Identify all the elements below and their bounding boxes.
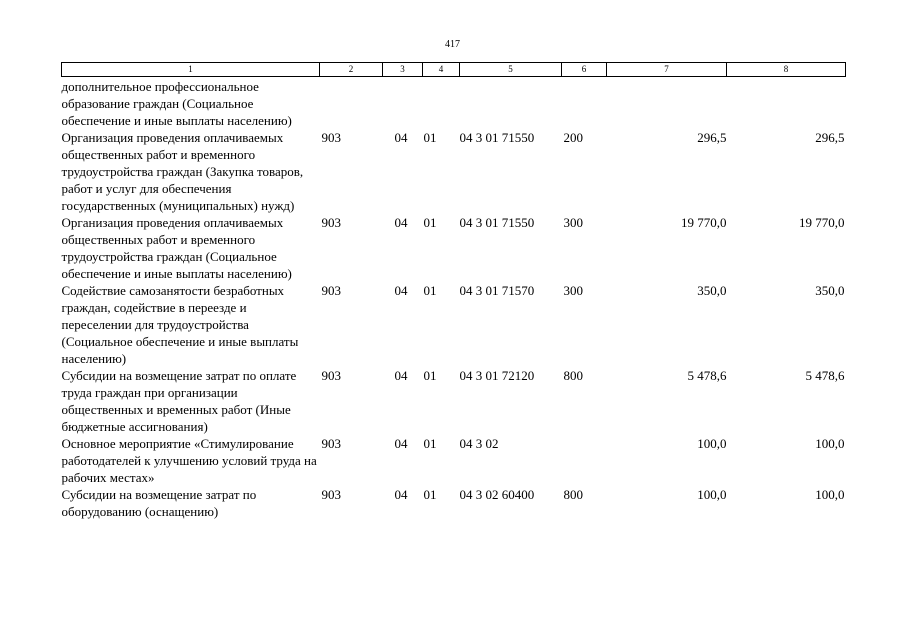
cell-subsection: 01 <box>423 436 437 451</box>
column-header: 6 <box>562 63 607 77</box>
table-body <box>62 77 846 521</box>
cell-amount-1: 100,0 <box>697 436 727 451</box>
cell-section: 04 <box>394 283 408 298</box>
cell-amount-2: 296,5 <box>815 130 845 145</box>
cell-amount-1: 19 770,0 <box>681 215 727 230</box>
table-header <box>62 63 846 77</box>
cell-code: 903 <box>321 130 341 145</box>
row-name: Субсидии на возмещение затрат по оплате труда граждан при организации общественных и временных работ (Иные бюджетные ассигнования) <box>61 368 297 434</box>
table-row <box>62 129 846 214</box>
cell-target: 04 3 02 60400 <box>459 487 535 502</box>
column-header: 2 <box>320 63 383 77</box>
cell-target: 04 3 01 71570 <box>459 283 535 298</box>
cell-code: 903 <box>321 283 341 298</box>
table-row <box>62 435 846 486</box>
cell-code: 903 <box>321 487 341 502</box>
cell-subsection: 01 <box>423 215 437 230</box>
cell-amount-2: 5 478,6 <box>805 368 845 383</box>
cell-section: 04 <box>394 436 408 451</box>
row-name: Основное мероприятие «Стимулирование работодателей к улучшению условий труда на рабочих местах» <box>61 436 317 485</box>
cell-amount-2 <box>727 77 846 130</box>
cell-target: 04 3 02 <box>459 436 499 451</box>
cell-type: 800 <box>563 487 583 502</box>
cell-amount-1: 100,0 <box>697 487 727 502</box>
cell-amount-1: 296,5 <box>697 130 727 145</box>
row-name: дополнительное профессиональное образование граждан (Социальное обеспечение и иные выплаты населению) <box>61 79 292 128</box>
page-number: 417 <box>445 39 460 50</box>
cell-subsection: 01 <box>423 130 437 145</box>
cell-code: 903 <box>321 368 341 383</box>
cell-amount-2: 100,0 <box>815 487 845 502</box>
cell-type <box>562 77 607 130</box>
cell-subsection: 01 <box>423 368 437 383</box>
cell-target: 04 3 01 72120 <box>459 368 535 383</box>
table-row <box>62 214 846 282</box>
column-header: 1 <box>62 63 320 77</box>
table-row <box>62 367 846 435</box>
budget-table <box>61 62 846 520</box>
column-header: 8 <box>727 63 846 77</box>
cell-subsection: 01 <box>423 487 437 502</box>
cell-target: 04 3 01 71550 <box>459 130 535 145</box>
cell-type <box>562 435 607 486</box>
cell-section <box>383 77 423 130</box>
column-header: 7 <box>607 63 727 77</box>
cell-amount-1: 350,0 <box>697 283 727 298</box>
table-row <box>62 486 846 520</box>
cell-type: 800 <box>563 368 583 383</box>
column-header: 3 <box>383 63 423 77</box>
table-row <box>62 282 846 367</box>
cell-amount-1 <box>607 77 727 130</box>
table-row <box>62 77 846 130</box>
cell-section: 04 <box>394 215 408 230</box>
cell-section: 04 <box>394 487 408 502</box>
cell-amount-2: 100,0 <box>815 436 845 451</box>
cell-amount-2: 19 770,0 <box>799 215 845 230</box>
cell-section: 04 <box>394 130 408 145</box>
cell-type: 300 <box>563 215 583 230</box>
row-name: Организация проведения оплачиваемых общественных работ и временного трудоустройства граждан (Закупка товаров, работ и услуг для обеспечения государственных (муниципальных) нужд) <box>61 130 304 213</box>
cell-amount-1: 5 478,6 <box>687 368 727 383</box>
row-name: Организация проведения оплачиваемых общественных работ и временного трудоустройства граждан (Социальное обеспечение и иные выплаты населению) <box>61 215 292 281</box>
column-header: 5 <box>460 63 562 77</box>
column-header: 4 <box>423 63 460 77</box>
cell-code <box>320 77 383 130</box>
cell-code: 903 <box>321 436 341 451</box>
cell-subsection <box>423 77 460 130</box>
cell-section: 04 <box>394 368 408 383</box>
cell-type: 300 <box>563 283 583 298</box>
cell-subsection: 01 <box>423 283 437 298</box>
cell-code: 903 <box>321 215 341 230</box>
cell-target: 04 3 01 71550 <box>459 215 535 230</box>
row-name: Содействие самозанятости безработных граждан, содействие в переезде и переселении для трудоустройства (Социальное обеспечение и иные выплаты населению) <box>61 283 299 366</box>
cell-type: 200 <box>563 130 583 145</box>
cell-target <box>460 77 562 130</box>
cell-amount-2: 350,0 <box>815 283 845 298</box>
row-name: Субсидии на возмещение затрат по оборудованию (оснащению) <box>61 487 257 519</box>
